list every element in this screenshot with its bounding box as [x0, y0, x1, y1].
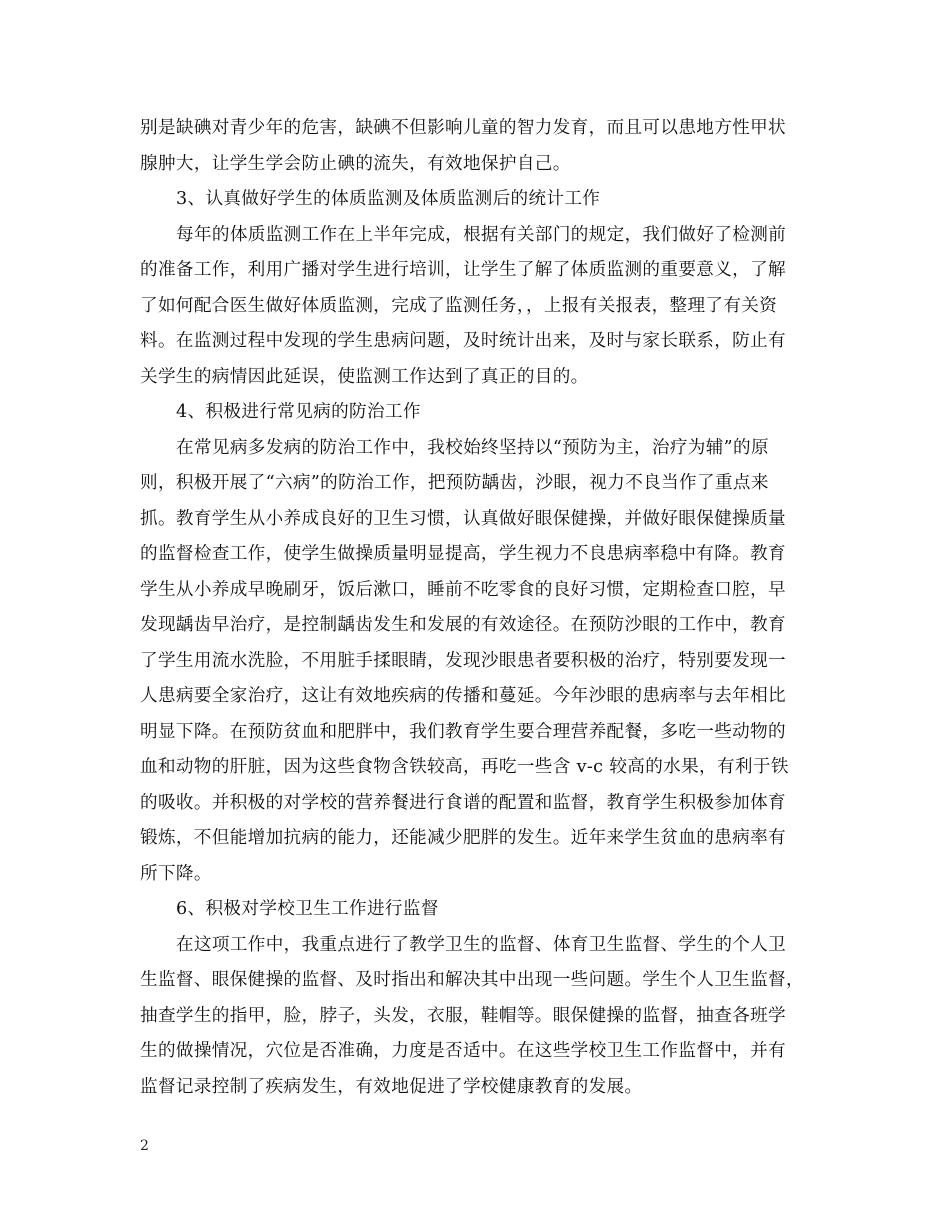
text-line-27: 生的做操情况，穴位是否准确，力度是否适中。在这些学校卫生工作监督中，并有 [140, 1041, 786, 1061]
text-line-16: 了学生用流水洗脸，不用脏手揉眼睛，发现沙眼患者要积极的治疗，特别要发现一 [140, 650, 786, 671]
text-line-25: 生监督、眼保健操的监督、及时指出和解决其中出现一些问题。学生个人卫生监督， [140, 970, 804, 990]
text-line-12: 抓。教育学生从小养成良好的卫生习惯，认真做好眼保健操，并做好眼保健操质量 [140, 508, 786, 529]
text-line-6: 了如何配合医生做好体质监测，完成了监测任务，，上报有关报表，整理了有关资 [140, 295, 778, 316]
section-heading-3: 3、认真做好学生的体质监测及体质监测后的统计工作 [176, 189, 601, 209]
section-heading-6: 6、积极对学校卫生工作进行监督 [176, 899, 439, 919]
text-line-17: 人患病要全家治疗，这让有效地疾病的传播和蔓延。今年沙眼的患病率与去年相比 [140, 686, 786, 706]
text-line-1: 别是缺碘对青少年的危害，缺碘不但影响儿童的智力发育，而且可以患地方性甲状 [140, 118, 786, 138]
text-line-5: 的准备工作，利用广播对学生进行培训，让学生了解了体质监测的重要意义，了解 [140, 260, 786, 280]
text-line-26: 抽查学生的指甲，脸，脖子，头发，衣服，鞋帽等。眼保健操的监督，抽查各班学 [140, 1005, 786, 1026]
text-line-21: 锻炼，不但能增加抗病的能力，还能减少肥胖的发生。近年来学生贫血的患病率有 [140, 828, 786, 848]
text-line-22: 所下降。 [140, 863, 212, 884]
page-number: 2 [140, 1138, 149, 1154]
text-line-7: 料。在监测过程中发现的学生患病问题，及时统计出来，及时与家长联系，防止有 [140, 331, 786, 351]
text-line-20: 的吸收。并积极的对学校的营养餐进行食谱的配置和监督，教育学生积极参加体育 [140, 792, 786, 813]
paragraph-start: 在常见病多发病的防治工作中，我校始终坚持以“预防为主，治疗为辅”的原 [176, 437, 769, 458]
text-line-14: 学生从小养成早晚刷牙，饭后漱口，睡前不吃零食的良好习惯，定期检查口腔，早 [140, 579, 786, 600]
text-line-15: 发现龋齿早治疗，是控制龋齿发生和发展的有效途径。在预防沙眼的工作中，教育 [140, 615, 786, 635]
document-body [140, 111, 820, 1105]
text-line-13: 的监督检查工作，使学生做操质量明显提高，学生视力不良患病率稳中有降。教育 [140, 544, 786, 564]
paragraph-start: 在这项工作中，我重点进行了教学卫生的监督、体育卫生监督、学生的个人卫 [176, 934, 787, 955]
text-line-19: 血和动物的肝脏，因为这些食物含铁较高，再吃一些含 v-c 较高的水果，有利于铁 [140, 757, 789, 777]
text-line-11: 则，积极开展了“六病”的防治工作，把预防龋齿，沙眼，视力不良当作了重点来 [140, 473, 769, 493]
section-heading-4: 4、积极进行常见病的防治工作 [176, 402, 421, 422]
text-line-8: 关学生的病情因此延误，使监测工作达到了真正的目的。 [140, 366, 589, 387]
paragraph-start: 每年的体质监测工作在上半年完成，根据有关部门的规定，我们做好了检测前 [176, 224, 787, 245]
text-line-2: 腺肿大，让学生学会防止碘的流失，有效地保护自己。 [140, 153, 571, 174]
text-line-28: 监督记录控制了疾病发生，有效地促进了学校健康教育的发展。 [140, 1076, 643, 1097]
text-line-18: 明显下降。在预防贫血和肥胖中，我们教育学生要合理营养配餐，多吃一些动物的 [140, 721, 786, 742]
